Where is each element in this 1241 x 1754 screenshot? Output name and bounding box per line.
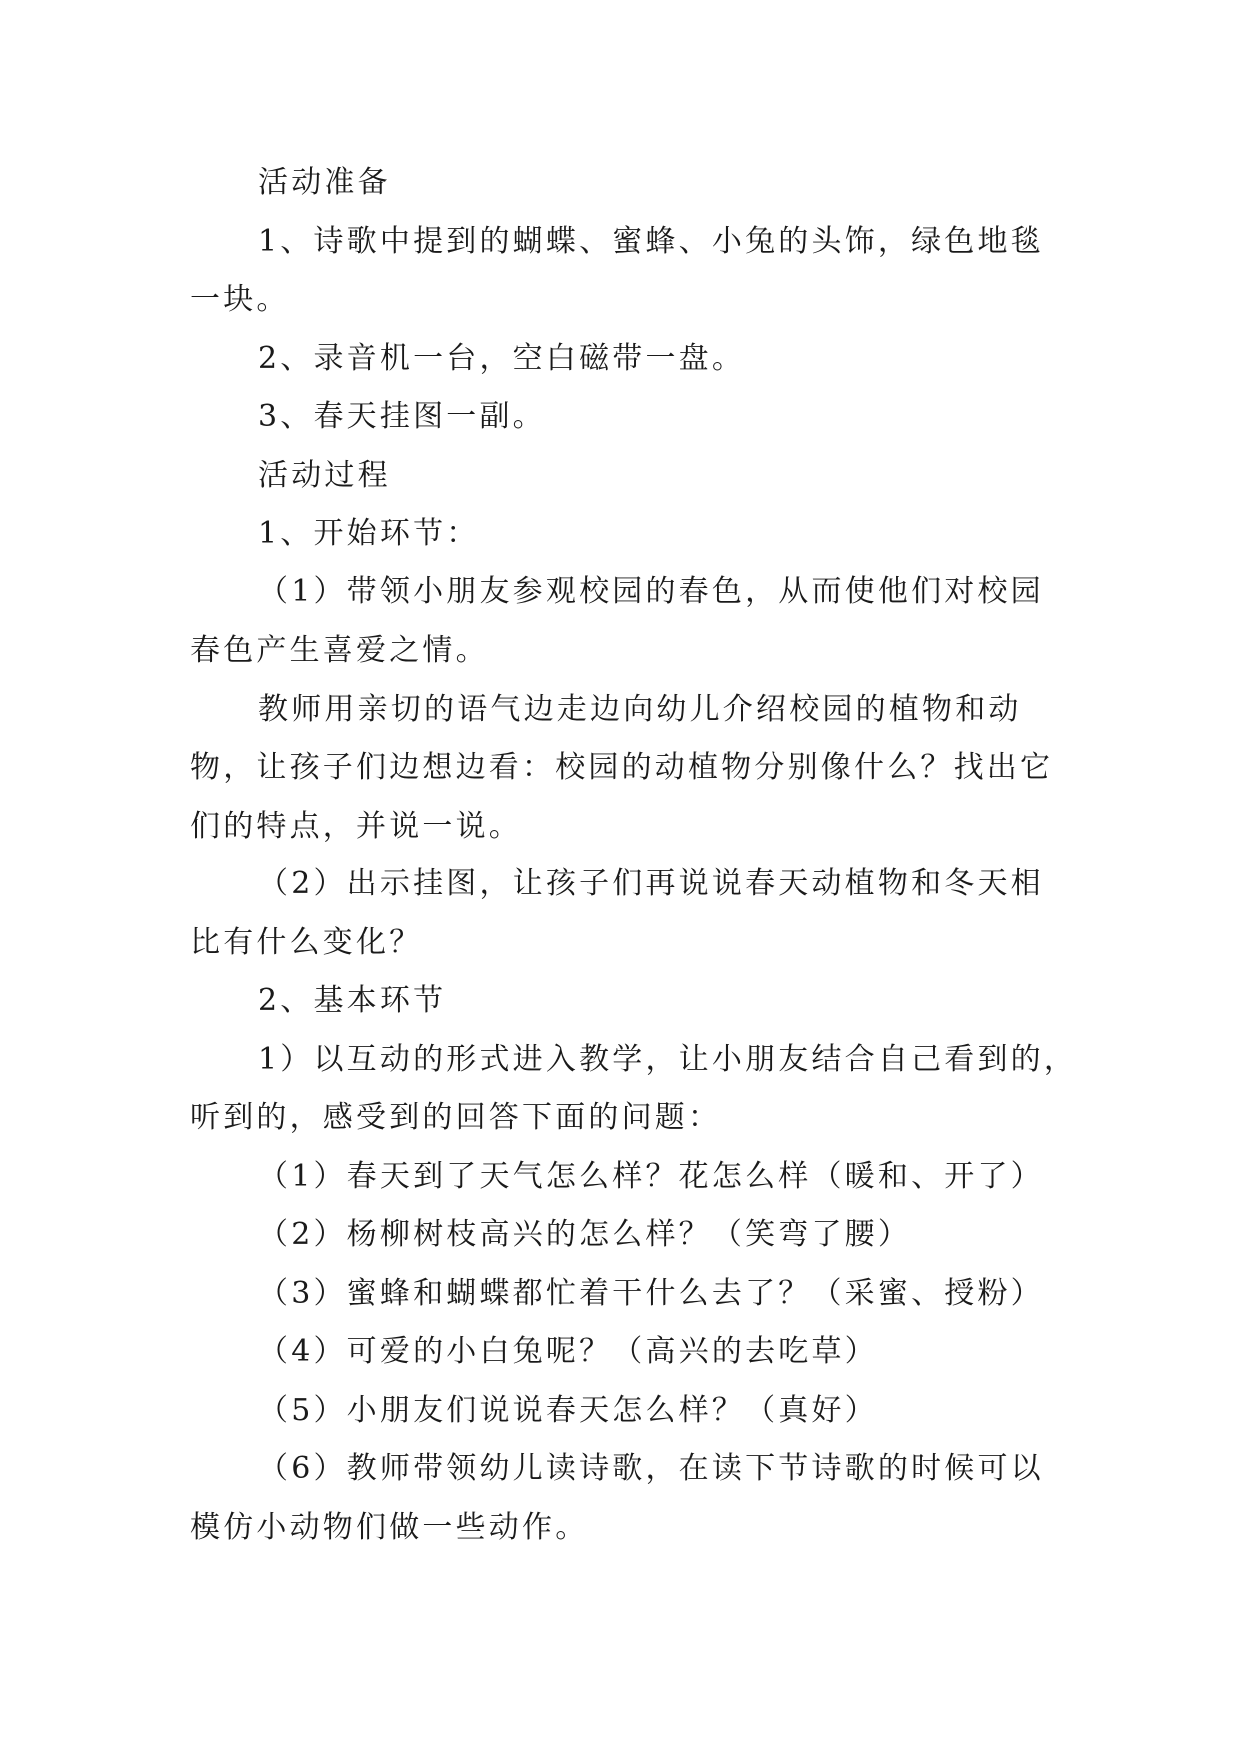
paragraph-line: 1、诗歌中提到的蝴蝶、蜜蜂、小兔的头饰，绿色地毯 [258, 224, 1044, 259]
paragraph-line: 比有什么变化？ [190, 925, 423, 960]
paragraph-line: 模仿小动物们做一些动作。 [190, 1510, 589, 1545]
question-line: （4）可爱的小白兔呢？（高兴的去吃草） [258, 1334, 878, 1369]
question-line: （2）杨柳树枝高兴的怎么样？（笑弯了腰） [258, 1217, 912, 1252]
question-line: （3）蜜蜂和蝴蝶都忙着干什么去了？（采蜜、授粉） [258, 1276, 1044, 1311]
paragraph-line: 物，让孩子们边想边看：校园的动植物分别像什么？找出它 [190, 750, 1054, 785]
section-heading-preparation: 活动准备 [258, 165, 391, 200]
paragraph-line: 2、录音机一台，空白磁带一盘。 [258, 341, 746, 376]
section-heading-process: 活动过程 [258, 458, 391, 493]
paragraph-line: 3、春天挂图一副。 [258, 399, 546, 434]
paragraph-line: 2、基本环节 [258, 983, 447, 1018]
paragraph-line: 们的特点，并说一说。 [190, 809, 522, 844]
paragraph-line: 春色产生喜爱之情。 [190, 633, 489, 668]
question-line: （5）小朋友们说说春天怎么样？（真好） [258, 1393, 878, 1428]
paragraph-line: 1）以互动的形式进入教学，让小朋友结合自己看到的， [258, 1042, 1078, 1077]
paragraph-line: 听到的，感受到的回答下面的问题： [190, 1100, 722, 1135]
paragraph-line: （1）带领小朋友参观校园的春色，从而使他们对校园 [258, 574, 1044, 609]
paragraph-line: 一块。 [190, 282, 290, 317]
question-line: （1）春天到了天气怎么样？花怎么样（暖和、开了） [258, 1159, 1044, 1194]
paragraph-line: 1、开始环节： [258, 516, 480, 551]
paragraph-line: （2）出示挂图，让孩子们再说说春天动植物和冬天相 [258, 866, 1044, 901]
paragraph-line: （6）教师带领幼儿读诗歌，在读下节诗歌的时候可以 [258, 1451, 1044, 1486]
paragraph-line: 教师用亲切的语气边走边向幼儿介绍校园的植物和动 [258, 692, 1022, 727]
